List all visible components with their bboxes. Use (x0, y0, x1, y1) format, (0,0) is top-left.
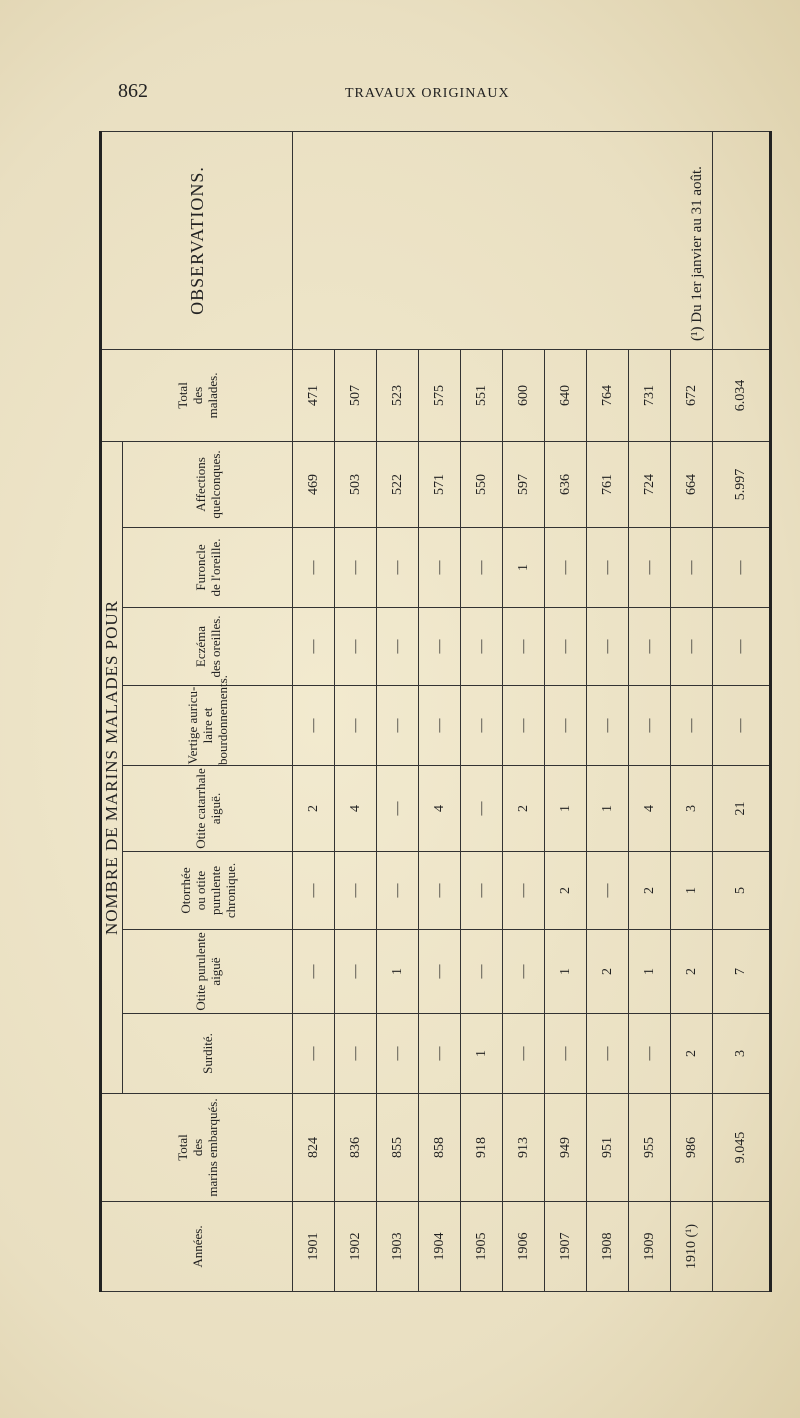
table-cell: — (419, 686, 461, 766)
col-header-eczema: Eczéma des oreilles. (123, 608, 293, 686)
table-cell: 1902 (335, 1202, 377, 1292)
total-cell: — (713, 608, 771, 686)
table-cell: 858 (419, 1094, 461, 1202)
table-cell: — (461, 608, 503, 686)
table-cell: 4 (419, 766, 461, 852)
table-cell: 2 (671, 930, 713, 1014)
table-cell: — (419, 528, 461, 608)
table-body (293, 131, 713, 1291)
total-cell: 9.045 (713, 1094, 771, 1202)
table-cell: 913 (503, 1094, 545, 1202)
table-cell: — (671, 528, 713, 608)
col-header-vertige: Vertige auricu- laire et bourdonnements. (123, 686, 293, 766)
table-cell: 855 (377, 1094, 419, 1202)
col-header-total-malades: Total des malades. (101, 349, 293, 441)
table-cell: 1 (503, 528, 545, 608)
table-cell: — (293, 608, 335, 686)
table-cell: — (293, 686, 335, 766)
table-cell: 600 (503, 349, 545, 441)
table-cell: 507 (335, 349, 377, 441)
table-cell: — (503, 608, 545, 686)
table-cell: — (377, 608, 419, 686)
table-cell: — (461, 528, 503, 608)
col-header-total-marins: Total des marins embarqués. (101, 1094, 293, 1202)
table-cell: 2 (503, 766, 545, 852)
table-row (293, 131, 335, 1291)
observations-cell (293, 131, 713, 349)
table-cell: 551 (461, 349, 503, 441)
table-cell: 550 (461, 441, 503, 527)
table-cell: — (503, 686, 545, 766)
table-cell: 1906 (503, 1202, 545, 1292)
table-cell: 1904 (419, 1202, 461, 1292)
table-cell: 1 (545, 766, 587, 852)
col-header-observations: OBSERVATIONS. (101, 131, 293, 349)
rotated-table (99, 132, 769, 1292)
table-cell: 918 (461, 1094, 503, 1202)
table-cell: — (293, 930, 335, 1014)
table-cell: — (629, 608, 671, 686)
col-header-annees: Années. (101, 1202, 293, 1292)
table-cell: 4 (629, 766, 671, 852)
table-cell: — (377, 766, 419, 852)
table-cell: — (587, 528, 629, 608)
table-cell: — (629, 686, 671, 766)
table-cell: 2 (629, 852, 671, 930)
table-cell: 1905 (461, 1202, 503, 1292)
total-cell: 7 (713, 930, 771, 1014)
table-cell: 1910 (¹) (671, 1202, 713, 1292)
total-cell: 5 (713, 852, 771, 930)
table-cell: — (419, 1014, 461, 1094)
table-cell: — (419, 930, 461, 1014)
table-cell: 724 (629, 441, 671, 527)
table-cell: — (335, 686, 377, 766)
table-cell: 522 (377, 441, 419, 527)
table-cell: — (293, 1014, 335, 1094)
table-cell: — (503, 930, 545, 1014)
table-cell: — (587, 1014, 629, 1094)
running-head: TRAVAUX ORIGINAUX (345, 86, 510, 101)
table-cell: 1 (587, 766, 629, 852)
table-cell: — (335, 852, 377, 930)
table-cell: 949 (545, 1094, 587, 1202)
totals-observation (713, 131, 771, 349)
table-cell: 1909 (629, 1202, 671, 1292)
table-cell: — (377, 528, 419, 608)
table-cell: — (419, 852, 461, 930)
observation-note: (¹) Du 1er janvier au 31 août. (689, 166, 705, 341)
table-cell: 469 (293, 441, 335, 527)
col-header-otite-purulente: Otite purulente aiguë (123, 930, 293, 1014)
table-cell: 3 (671, 766, 713, 852)
table-cell: 4 (335, 766, 377, 852)
table-cell: — (587, 608, 629, 686)
table-cell: 1901 (293, 1202, 335, 1292)
table-cell: — (545, 686, 587, 766)
table-cell: 523 (377, 349, 419, 441)
table-cell: — (503, 1014, 545, 1094)
table-cell: 571 (419, 441, 461, 527)
total-cell: — (713, 528, 771, 608)
table-cell: 1 (671, 852, 713, 930)
total-cell: 5.997 (713, 441, 771, 527)
col-header-otorrhee: Otorrhée ou otite purulente chronique. (123, 852, 293, 930)
totals-row (713, 131, 771, 1291)
table-cell: — (419, 608, 461, 686)
col-header-furoncle: Furoncle de l'oreille. (123, 528, 293, 608)
table-cell: 1 (461, 1014, 503, 1094)
total-cell: — (713, 686, 771, 766)
table-cell: 986 (671, 1094, 713, 1202)
table-cell: — (377, 1014, 419, 1094)
total-cell: 21 (713, 766, 771, 852)
table-cell: 575 (419, 349, 461, 441)
table-cell: — (377, 686, 419, 766)
table-cell: — (587, 686, 629, 766)
table-cell: 824 (293, 1094, 335, 1202)
table-cell: 1 (545, 930, 587, 1014)
table-cell: 2 (545, 852, 587, 930)
table-cell: 2 (293, 766, 335, 852)
table-cell: — (293, 852, 335, 930)
table-cell: 672 (671, 349, 713, 441)
table-cell: 731 (629, 349, 671, 441)
table-cell: — (629, 1014, 671, 1094)
table-cell: — (377, 852, 419, 930)
totals-label (713, 1202, 771, 1292)
table-cell: — (587, 852, 629, 930)
table-cell: — (335, 1014, 377, 1094)
table-cell: 471 (293, 349, 335, 441)
table-cell: 761 (587, 441, 629, 527)
table-cell: 664 (671, 441, 713, 527)
table-cell: 1 (629, 930, 671, 1014)
table-cell: — (461, 686, 503, 766)
table-cell: — (503, 852, 545, 930)
table-cell: — (461, 766, 503, 852)
table-cell: 2 (671, 1014, 713, 1094)
col-header-surdite: Surdité. (123, 1014, 293, 1094)
col-header-affections: Affections quelconques. (123, 441, 293, 527)
table-cell: 636 (545, 441, 587, 527)
table-cell: 836 (335, 1094, 377, 1202)
table-cell: — (461, 852, 503, 930)
table-cell: 597 (503, 441, 545, 527)
table-cell: 2 (587, 930, 629, 1014)
table-cell: — (461, 930, 503, 1014)
total-cell: 6.034 (713, 349, 771, 441)
table-cell: — (293, 528, 335, 608)
table-cell: 1 (377, 930, 419, 1014)
page-number: 862 (118, 80, 148, 102)
total-cell: 3 (713, 1014, 771, 1094)
table-cell: — (671, 608, 713, 686)
table-cell: 764 (587, 349, 629, 441)
table-cell: 951 (587, 1094, 629, 1202)
table-cell: 503 (335, 441, 377, 527)
table-cell: 1903 (377, 1202, 419, 1292)
table-cell: 1908 (587, 1202, 629, 1292)
table-cell: — (671, 686, 713, 766)
table-cell: — (545, 528, 587, 608)
group-header: NOMBRE DE MARINS MALADES POUR (101, 441, 123, 1093)
table-cell: — (545, 608, 587, 686)
table-cell: — (335, 608, 377, 686)
statistics-table (99, 131, 772, 1292)
table-cell: — (545, 1014, 587, 1094)
table-cell: — (335, 930, 377, 1014)
table-cell: — (335, 528, 377, 608)
table-cell: 1907 (545, 1202, 587, 1292)
table-cell: — (629, 528, 671, 608)
table-cell: 955 (629, 1094, 671, 1202)
col-header-otite-catarrhale: Otite catarrhale aiguë. (123, 766, 293, 852)
table-cell: 640 (545, 349, 587, 441)
